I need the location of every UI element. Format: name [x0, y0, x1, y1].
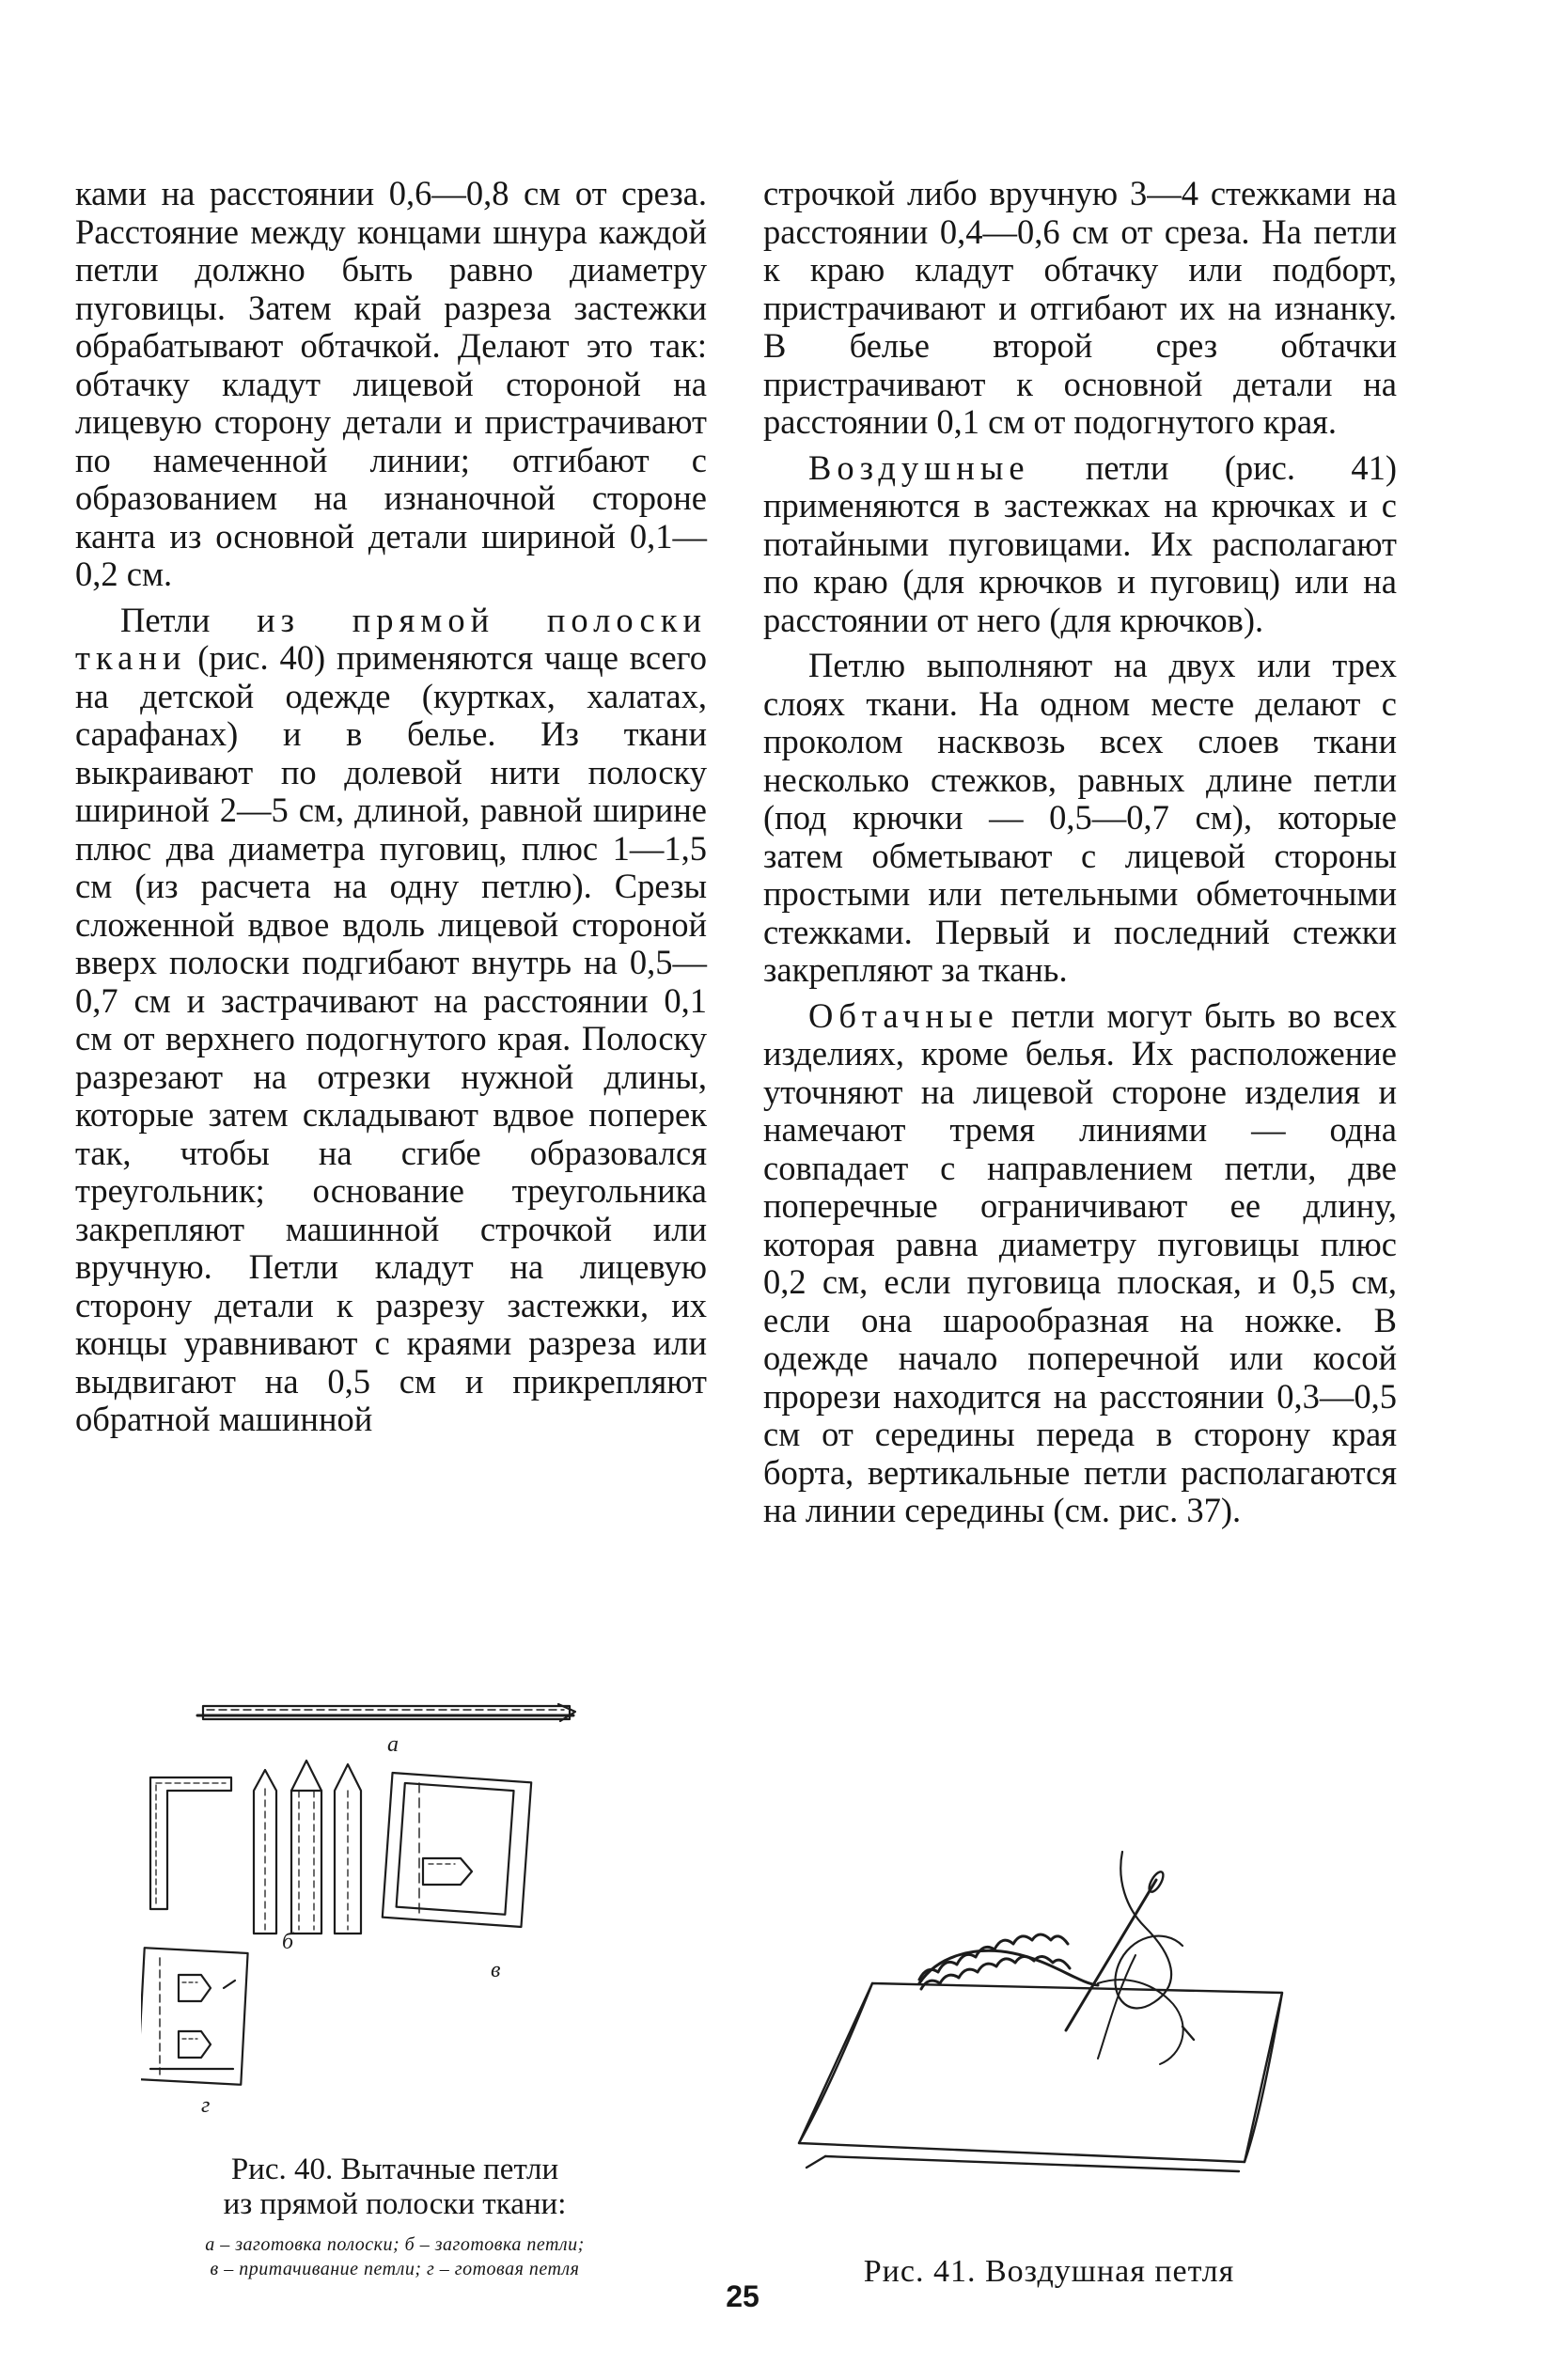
fig41-fabric	[799, 1983, 1282, 2171]
paragraph-loop-making: Петлю выполняют на двух или трех слоях ткани. На одном месте делают с проколом насквозь всех слоев ткани несколько стежков, равных длине петли (под крючки — 0,5—0,7 см), которые затем обметывают с лицевой стороны простыми или петельными обметочными стежками. Первый и последний стежки закрепляют за ткань.	[763, 646, 1397, 989]
term-faced-loops: Обтачные	[808, 995, 999, 1035]
right-column	[763, 175, 1397, 1530]
figure-40-caption-title: Рис. 40. Вытачные петли	[230, 2153, 559, 2186]
figure-40-legend-line-1: а – заготовка полоски; б – заготовка петли;	[205, 2234, 585, 2255]
fig40-folded-strips	[254, 1761, 361, 1934]
paragraph-air-loops: Воздушные петли (рис. 41) применяются в застежках на крючках и с потайными пуговицами. Их располагают по краю (для крючков и пуговиц) или на расстоянии от него (для крючков).	[763, 447, 1397, 639]
paragraph-faced-loops: Обтачные петли могут быть во всех изделиях, кроме белья. Их расположение уточняют на лицевой стороне изделия и намечают тремя линиями — одна совпадает с направлением петли, две поперечные ограничивают ее длину, которая равна диаметру пуговицы плюс 0,2 см, если пуговица плоская, и 0,5 см, если она шарообразная на ножке. В одежде начало поперечной или косой прорези находится на расстоянии 0,3—0,5 см от середины переда в сторону края борта, вертикальные петли располагаются на линии середины (см. рис. 37).	[763, 995, 1397, 1529]
page-number: 25	[726, 2279, 760, 2313]
fig40-label-v: в	[491, 1958, 501, 1982]
fig40-label-g: г	[201, 2093, 211, 2118]
fig40-strip-blank	[197, 1704, 575, 1757]
fig40-loop-blank	[150, 1777, 294, 1954]
figure-41-air-loop	[788, 1842, 1314, 2190]
paragraph-facing: ками на расстоянии 0,6—0,8 см от среза. Расстояние между концами шнура каждой петли должно быть равно диаметру пуговицы. Затем край разреза застежки обрабатывают обтачкой. Делают это так: обтачку кладут лицевой стороной на лицевую сторону детали и пристрачивают по намеченной линии; отгибают с образованием на изнаночной стороне канта из основной детали шириной 0,1—0,2 см.	[75, 174, 707, 593]
fig40-label-a: а	[387, 1732, 399, 1757]
fig40-attaching-loop	[383, 1773, 531, 1982]
fig41-chain-stitches	[919, 1934, 1098, 1989]
figure-40-caption-subtitle: из прямой полоски ткани:	[223, 2187, 567, 2221]
figure-41-caption: Рис. 41. Воздушная петля	[863, 2254, 1235, 2289]
fig40-label-b: б	[282, 1930, 294, 1954]
figure-40-strip-loops	[141, 1697, 583, 2138]
term-strip-loops: из прямой полоски ткани	[75, 600, 708, 677]
left-column	[75, 175, 707, 1439]
figure-40-legend	[77, 2232, 713, 2281]
fig40-finished-loop	[141, 1948, 248, 2118]
figure-40-legend-line-2: в – притачивание петли; г – готовая петля	[210, 2259, 580, 2279]
paragraph-continued: строчкой либо вручную 3—4 стежками на расстоянии 0,4—0,6 см от среза. На петли к краю кладут обтачку или подборт, пристрачивают и отгибают их на изнанку. В белье второй срез обтачки пристрачивают к основной детали на расстоянии 0,1 см от подогнутого края.	[763, 174, 1397, 441]
figure-40-caption	[85, 2153, 705, 2222]
paragraph-strip-loops: Петли из прямой полоски ткани (рис. 40) применяются чаще всего на детской одежде (куртках, халатах, сарафанах) и в белье. Из ткани выкраивают по долевой нити полоску шириной 2—5 см, длиной, равной ширине плюс два диаметра пуговиц, плюс 1—1,5 см (из расчета на одну петлю). Срезы сложенной вдвое вдоль лицевой стороной вверх полоски подгибают внутрь на 0,5—0,7 см и застрачивают на расстоянии 0,1 см от верхнего подогнутого края. Полоску разрезают на отрезки нужной длины, которые затем складывают вдвое поперек так, чтобы на сгибе образовался треугольник; основание треугольника закрепляют машинной строчкой или вручную. Петли кладут на лицевую сторону детали к разрезу застежки, их концы уравнивают с краями разреза или выдвигают на 0,5 см и прикрепляют обратной машинной	[75, 600, 708, 1438]
term-air-loops: Воздушные	[808, 447, 1030, 487]
fig41-needle-thread	[1066, 1852, 1194, 2064]
